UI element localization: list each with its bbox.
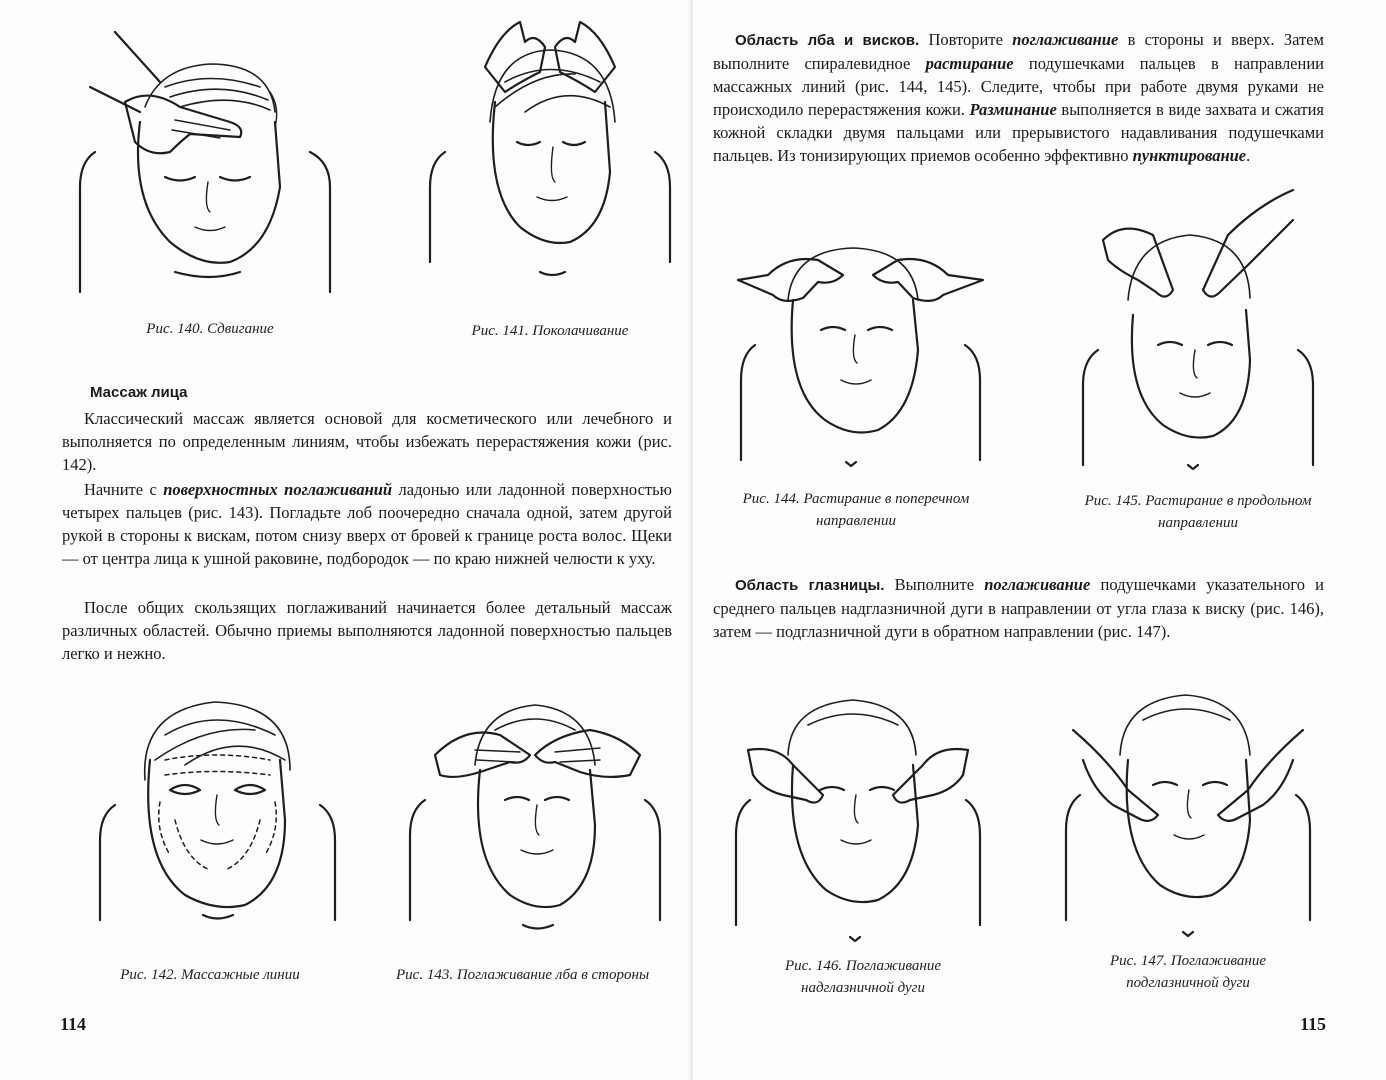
text-run: Выполните bbox=[884, 575, 985, 594]
figure-142-illustration bbox=[95, 690, 340, 950]
figure-144-caption: Рис. 144. Растирание в поперечном направлении bbox=[742, 491, 970, 529]
figure-140-caption: Рис. 140. Сдвигание bbox=[146, 321, 274, 337]
forehead-paragraph bbox=[713, 28, 1324, 167]
figure-146-illustration bbox=[728, 695, 988, 950]
figure-147-illustration bbox=[1058, 690, 1318, 945]
text-run: в стороны и вверх. Затем выполните спиралевидное bbox=[713, 30, 1324, 73]
text-run: выполняется в виде захвата и сжатия кожной складки двумя пальцами или прерывистого надавливания подушечками пальцев. Из тонизирующих приемов особенно эффективно bbox=[713, 100, 1324, 165]
paragraph-2-rest: ладонью или ладонной поверхностью четырех пальцев (рис. 143). Погладьте лоб поочередно сначала одной, затем другой рукой в стороны к вискам, потом снизу вверх от бровей к границе роста волос. Щеки — от центра лица к ушной раковине, подбородок — по краю нижней челюсти к уху. bbox=[62, 480, 672, 568]
paragraph-2-start: Начните с bbox=[84, 480, 164, 499]
emphasis-stroking: поглаживание bbox=[984, 575, 1091, 594]
right-page bbox=[693, 0, 1386, 1080]
emphasis-rubbing: растирание bbox=[925, 54, 1014, 73]
paragraph-2-emphasis: поверхностных поглаживаний bbox=[163, 480, 393, 499]
paragraph-2 bbox=[62, 478, 672, 570]
figure-140-illustration bbox=[70, 12, 340, 302]
emphasis-kneading: Разминание bbox=[969, 100, 1057, 119]
figure-145-caption: Рис. 145. Растирание в продольном направлении bbox=[1084, 493, 1312, 531]
figure-146-caption: Рис. 146. Поглаживание надглазничной дуги bbox=[785, 958, 941, 996]
forehead-heading: Область лба и висков. bbox=[735, 32, 920, 49]
figure-142-caption: Рис. 142. Массажные линии bbox=[120, 967, 300, 983]
figure-147-caption: Рис. 147. Поглаживание подглазничной дуги bbox=[1110, 953, 1266, 991]
eye-socket-heading: Область глазницы. bbox=[735, 577, 885, 594]
figure-141-caption: Рис. 141. Поколачивание bbox=[471, 323, 629, 339]
figure-143-illustration bbox=[405, 700, 665, 950]
section-heading: Массаж лица bbox=[90, 384, 188, 401]
emphasis-stroking: поглаживание bbox=[1012, 30, 1119, 49]
figure-143-caption: Рис. 143. Поглаживание лба в стороны bbox=[396, 967, 650, 983]
text-run: подушечками указательного и среднего пальцев надглазничной дуги в направлении от угла глаза к виску (рис. 146), затем — подглазничной дуги в обратном направлении (рис. 147). bbox=[713, 575, 1324, 641]
figure-144-illustration bbox=[733, 240, 988, 475]
paragraph-3: После общих скользящих поглаживаний начинается более детальный массаж различных областей. Обычно приемы выполняются ладонной поверхностью пальцев легко и нежно. bbox=[62, 598, 672, 663]
figure-145-illustration bbox=[1078, 180, 1318, 475]
figure-141-illustration bbox=[425, 12, 675, 302]
emphasis-dotting: пунктирование bbox=[1132, 146, 1247, 165]
eye-socket-paragraph bbox=[713, 573, 1324, 643]
text-run: подушечками пальцев в направлении массажных линий (рис. 144, 145). Следите, чтобы при работе двумя руками не происходило перерастяжения кожи. bbox=[713, 54, 1324, 119]
page-number-left: 114 bbox=[60, 1014, 87, 1034]
text-run: . bbox=[1246, 146, 1251, 165]
paragraph-1: Классический массаж является основой для косметического или лечебного и выполняется по определенным линиям, чтобы избежать перерастяжения кожи (рис. 142). bbox=[62, 409, 672, 474]
text-run: Повторите bbox=[919, 30, 1013, 49]
page-number-right: 115 bbox=[1300, 1014, 1327, 1034]
